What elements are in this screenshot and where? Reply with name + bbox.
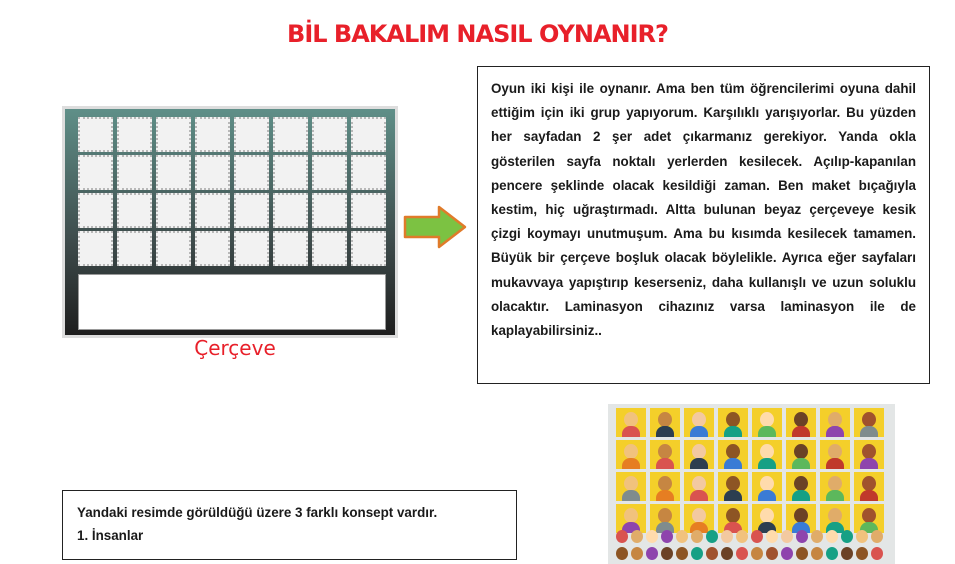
- character-card: [786, 504, 816, 533]
- cut-window-cell: [78, 231, 113, 266]
- character-card: [718, 440, 748, 469]
- cut-window-cell: [117, 193, 152, 228]
- character-card: [752, 472, 782, 501]
- cut-window-cell: [234, 231, 269, 266]
- mini-character: [841, 547, 853, 560]
- cut-window-cell: [273, 231, 308, 266]
- cut-window-cell: [312, 117, 347, 152]
- cut-window-cell: [195, 193, 230, 228]
- cut-window-cell: [117, 231, 152, 266]
- character-card: [786, 440, 816, 469]
- character-card: [752, 408, 782, 437]
- character-card: [718, 472, 748, 501]
- mini-character: [871, 530, 883, 543]
- mini-character: [811, 530, 823, 543]
- frame-illustration: [62, 106, 398, 338]
- character-card: [650, 472, 680, 501]
- mini-character: [826, 547, 838, 560]
- cut-window-cell: [351, 193, 386, 228]
- mini-character: [796, 547, 808, 560]
- mini-character: [796, 530, 808, 543]
- character-card: [786, 472, 816, 501]
- mini-character: [856, 530, 868, 543]
- cut-window-cell: [156, 231, 191, 266]
- cut-window-cell: [156, 193, 191, 228]
- mini-character: [751, 547, 763, 560]
- character-card: [752, 440, 782, 469]
- mini-character: [841, 530, 853, 543]
- cut-window-cell: [273, 193, 308, 228]
- mini-character: [736, 530, 748, 543]
- mini-character: [766, 530, 778, 543]
- character-card: [854, 504, 884, 533]
- character-card: [820, 408, 850, 437]
- cut-window-cell: [273, 117, 308, 152]
- mini-character: [631, 547, 643, 560]
- character-card: [820, 440, 850, 469]
- character-card: [616, 408, 646, 437]
- cut-window-cell: [312, 193, 347, 228]
- cut-window-cell: [234, 155, 269, 190]
- character-card: [650, 440, 680, 469]
- mini-character: [691, 530, 703, 543]
- instructions-box: [477, 66, 930, 384]
- mini-character: [616, 530, 628, 543]
- mini-character: [781, 530, 793, 543]
- mini-character: [811, 547, 823, 560]
- cut-window-cell: [117, 117, 152, 152]
- cut-window-cell: [195, 117, 230, 152]
- character-card: [752, 504, 782, 533]
- cut-window-cell: [156, 155, 191, 190]
- character-card: [854, 408, 884, 437]
- character-card: [616, 440, 646, 469]
- character-card: [616, 472, 646, 501]
- cut-window-cell: [78, 117, 113, 152]
- mini-character: [616, 547, 628, 560]
- concepts-item-1: 1. İnsanlar: [77, 528, 144, 543]
- right-arrow-icon: [403, 205, 467, 249]
- mini-character: [646, 547, 658, 560]
- character-card: [684, 504, 714, 533]
- mini-character: [706, 547, 718, 560]
- mini-character: [736, 547, 748, 560]
- cut-window-cell: [234, 117, 269, 152]
- cut-window-cell: [351, 231, 386, 266]
- mini-character: [631, 530, 643, 543]
- mini-character: [781, 547, 793, 560]
- mini-character: [676, 547, 688, 560]
- cut-window-cell: [78, 155, 113, 190]
- cut-window-cell: [312, 155, 347, 190]
- character-card: [650, 408, 680, 437]
- cut-window-cell: [312, 231, 347, 266]
- mini-character: [661, 547, 673, 560]
- cut-window-cell: [351, 117, 386, 152]
- mini-character: [751, 530, 763, 543]
- character-card: [684, 472, 714, 501]
- mini-character: [721, 547, 733, 560]
- cut-window-cell: [195, 231, 230, 266]
- cut-window-cell: [117, 155, 152, 190]
- character-card: [854, 440, 884, 469]
- frame-blank-window: [78, 274, 386, 330]
- mini-character: [691, 547, 703, 560]
- concepts-box: [62, 490, 517, 560]
- page-title: BİL BAKALIM NASIL OYNANIR?: [287, 20, 668, 48]
- cut-window-cell: [351, 155, 386, 190]
- cut-window-cell: [78, 193, 113, 228]
- mini-character: [871, 547, 883, 560]
- mini-character: [646, 530, 658, 543]
- mini-character: [826, 530, 838, 543]
- character-card: [616, 504, 646, 533]
- character-cards-image: [608, 404, 895, 564]
- cut-window-cell: [234, 193, 269, 228]
- mini-character: [766, 547, 778, 560]
- mini-character: [856, 547, 868, 560]
- instructions-text: Oyun iki kişi ile oynanır. Ama ben tüm öğrencilerimi oyuna dahil ettiğim için iki grup yapıyorum. Karşılıklı yarışıyorlar. Bu yüzden her sayfadan 2 şer adet çıkarmanız gerekiyor. Yanda okla gösterilen sayfa noktalı yerlerden kesilecek. Açılıp-kapanılan pencere şeklinde olacak kesildiği zaman. Ben maket bıçağıyla kestim, hiç uğraştırmadı. Altta bulunan beyaz çerçeveye kesik çizgi koymayı unutmuşum. Ama bu kısımda kesilecek tamamen. Büyük bir çerçeve boşluk olacak böylelikle. Ayrıca eğer sayfaları mukavvaya yapıştırıp keserseniz, daha kullanışlı ve uzun soluklu olacaktır. Laminasyon cihazınız varsa laminasyon ile de kaplayabilirsiniz..: [491, 81, 916, 339]
- character-card: [786, 408, 816, 437]
- mini-character: [721, 530, 733, 543]
- character-card-grid: [616, 408, 884, 533]
- concepts-intro: Yandaki resimde görüldüğü üzere 3 farklı konsept vardır.: [77, 505, 438, 520]
- character-card: [854, 472, 884, 501]
- mini-character-row: [616, 547, 883, 560]
- mini-character: [676, 530, 688, 543]
- mini-character-row: [616, 530, 883, 543]
- character-card: [684, 408, 714, 437]
- character-card: [718, 408, 748, 437]
- frame-caption: Çerçeve: [194, 336, 276, 360]
- cut-window-cell: [273, 155, 308, 190]
- character-card: [820, 504, 850, 533]
- cut-window-grid: [78, 117, 386, 266]
- mini-character: [661, 530, 673, 543]
- character-card: [650, 504, 680, 533]
- mini-character: [706, 530, 718, 543]
- character-card: [684, 440, 714, 469]
- cut-window-cell: [156, 117, 191, 152]
- character-card: [718, 504, 748, 533]
- cut-window-cell: [195, 155, 230, 190]
- character-card: [820, 472, 850, 501]
